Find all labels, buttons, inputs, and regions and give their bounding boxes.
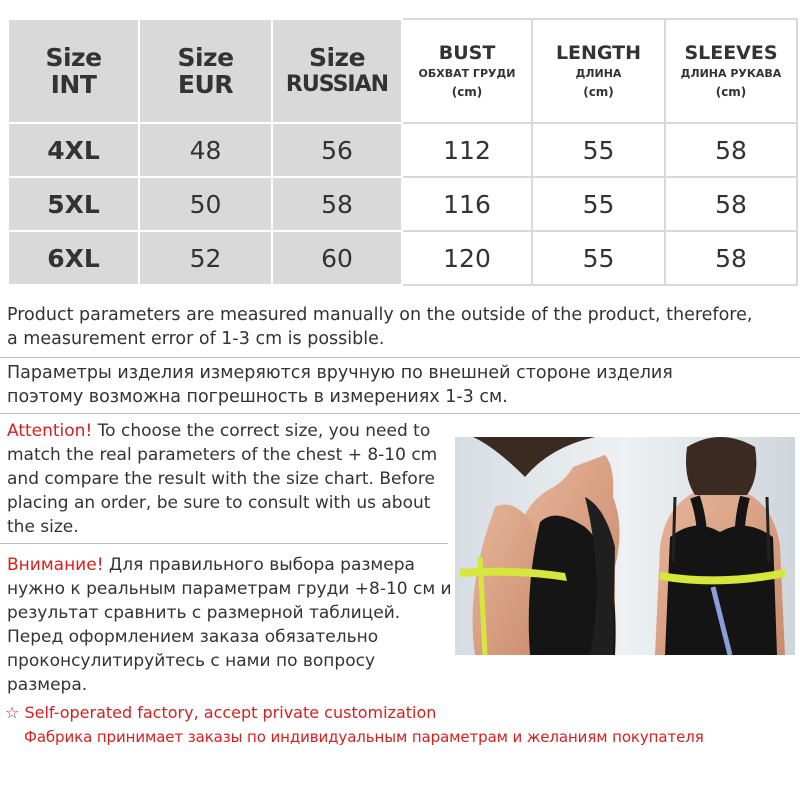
note-en-line2: a measurement error of 1-3 cm is possible. <box>7 329 385 349</box>
cell-size-eur: 48 <box>139 123 272 177</box>
measurement-photo <box>455 437 795 655</box>
cell-size-int: 4XL <box>8 123 139 177</box>
cell-size-russian: 58 <box>272 177 402 231</box>
cell-size-russian: 56 <box>272 123 402 177</box>
cell-sleeves: 58 <box>665 177 797 231</box>
cell-size-int: 5XL <box>8 177 139 231</box>
cell-size-eur: 52 <box>139 231 272 285</box>
header-sleeves: SLEEVES ДЛИНА РУКАВА (cm) <box>665 19 797 123</box>
header-size-eur: Size EUR <box>139 19 272 123</box>
divider <box>0 413 800 414</box>
divider <box>0 357 800 358</box>
size-chart-table <box>7 18 798 286</box>
cell-sleeves: 58 <box>665 123 797 177</box>
attention-ru-paragraph <box>7 553 452 697</box>
note-ru-line1: Параметры изделия измеряются вручную по внешней стороне изделия <box>7 363 673 383</box>
cell-length: 55 <box>532 231 665 285</box>
table-row <box>8 231 797 285</box>
cell-sleeves: 58 <box>665 231 797 285</box>
header-size-int: Size INT <box>8 19 139 123</box>
attention-en-text: To choose the correct size, you need to match the real parameters of the chest + 8-10 cm and compare the result with the size chart. Before placing an order, be sure to consult with us about the size. <box>7 421 438 537</box>
note-en-line1: Product parameters are measured manually on the outside of the product, therefore, <box>7 305 753 325</box>
cell-size-int: 6XL <box>8 231 139 285</box>
table-header-row <box>8 19 797 123</box>
table-row <box>8 177 797 231</box>
cell-length: 55 <box>532 123 665 177</box>
cell-bust: 116 <box>402 177 532 231</box>
divider <box>0 543 448 544</box>
footer-en-text: Self-operated factory, accept private customization <box>24 703 437 722</box>
attention-en-paragraph <box>7 419 447 539</box>
header-bust: BUST ОБХВАТ ГРУДИ (cm) <box>402 19 532 123</box>
attention-en-label: Attention! <box>7 421 93 441</box>
attention-ru-label: Внимание! <box>7 555 104 575</box>
cell-length: 55 <box>532 177 665 231</box>
header-length: LENGTH ДЛИНА (cm) <box>532 19 665 123</box>
header-size-russian: Size RUSSIAN <box>272 19 402 123</box>
chest-measurement-illustration <box>455 437 795 655</box>
footer-ru: Фабрика принимает заказы по индивидуальным параметрам и желаниям покупателя <box>24 728 704 746</box>
cell-bust: 112 <box>402 123 532 177</box>
footer-en <box>5 702 436 724</box>
attention-ru-text: Для правильного выбора размера нужно к реальным параметрам груди +8-10 см и результат сравнить с размерной таблицей. Перед оформлением заказа обязательно проконсулитируйтесь с нами по вопросу размера. <box>7 555 452 695</box>
table-row <box>8 123 797 177</box>
star-icon: ☆ <box>5 703 20 722</box>
cell-bust: 120 <box>402 231 532 285</box>
note-ru-line2: поэтому возможна погрешность в измерениях 1-3 см. <box>7 387 508 407</box>
cell-size-russian: 60 <box>272 231 402 285</box>
cell-size-eur: 50 <box>139 177 272 231</box>
